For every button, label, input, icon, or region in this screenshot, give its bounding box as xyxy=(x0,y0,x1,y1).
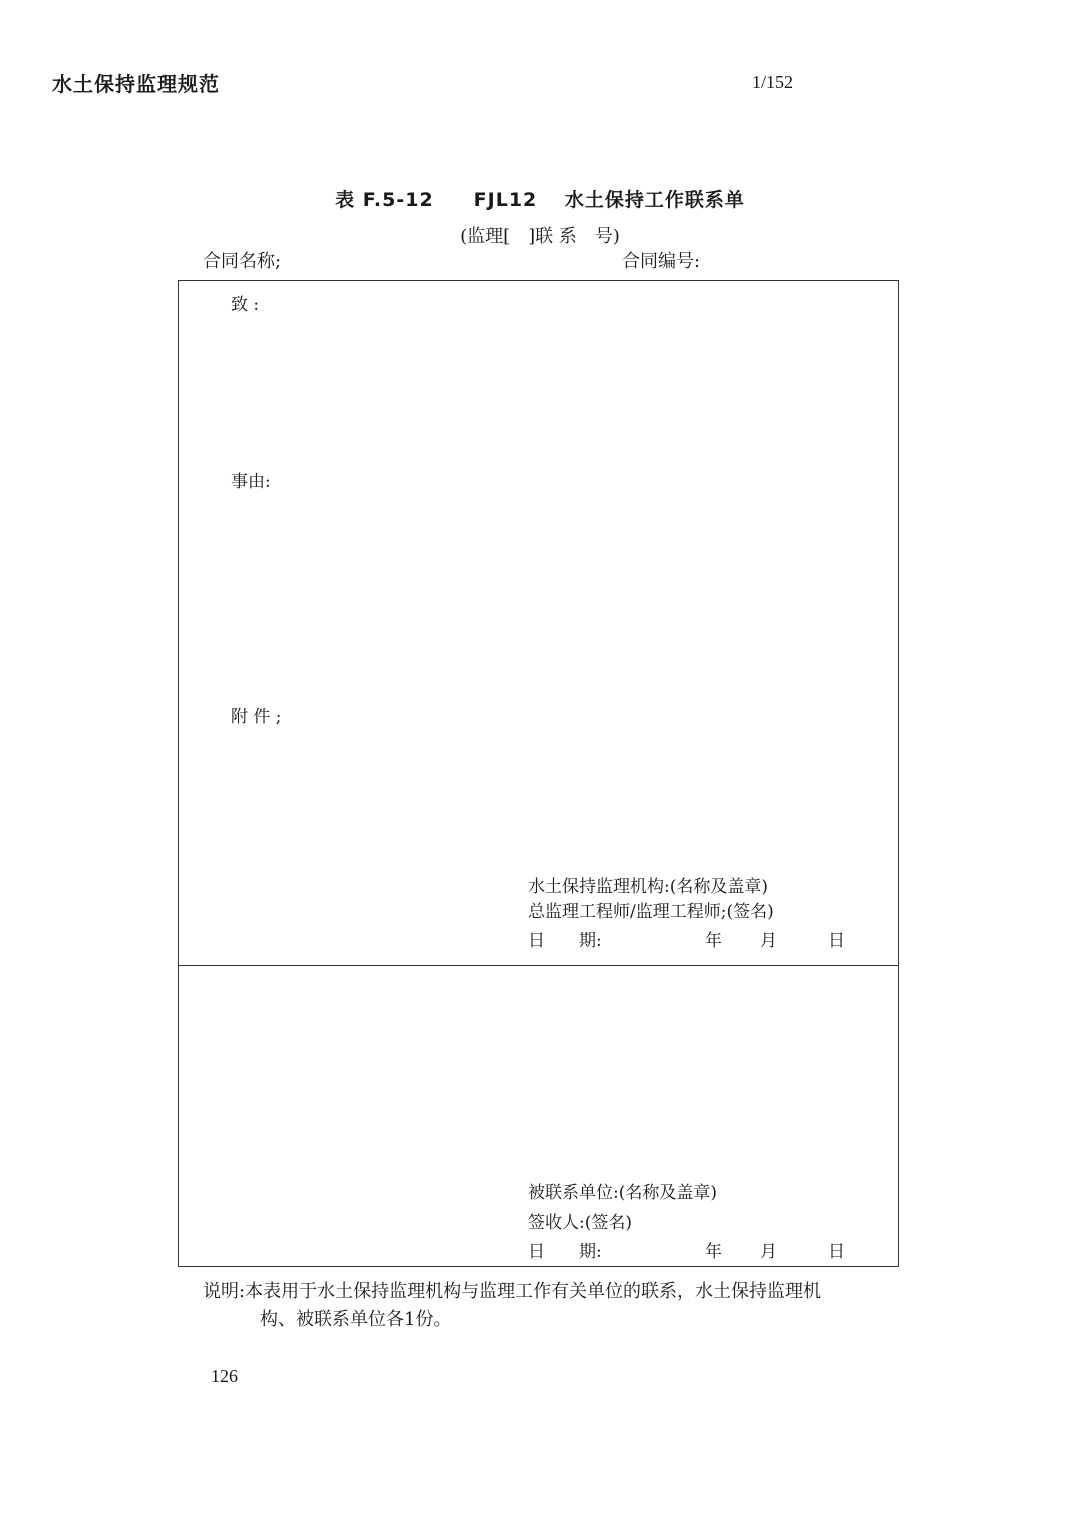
supervision-org-line: 水土保持监理机构:(名称及盖章) xyxy=(528,877,768,897)
receiver-line: 签收人:(签名) xyxy=(528,1213,632,1233)
form-title: 表 F.5-12 FJL12 水土保持工作联系单 xyxy=(335,189,745,211)
lower-year-label: 年 xyxy=(705,1242,722,1262)
form-subtitle: (监理[ ]联 系 号) xyxy=(460,226,620,247)
page-number: 126 xyxy=(211,1366,238,1386)
form-note-line2: 构、被联系单位各1份。 xyxy=(260,1309,452,1330)
upper-month-label: 月 xyxy=(760,931,777,951)
upper-year-label: 年 xyxy=(705,931,722,951)
document-title: 水土保持监理规范 xyxy=(52,72,220,96)
reason-label: 事由: xyxy=(231,472,271,492)
page-indicator: 1/152 xyxy=(752,72,794,92)
attachment-label: 附 件 ; xyxy=(231,707,282,727)
form-note-line1: 说明:本表用于水土保持监理机构与监理工作有关单位的联系，水土保持监理机 xyxy=(203,1281,822,1302)
lower-day-label: 日 xyxy=(828,1242,845,1262)
upper-day-label: 日 xyxy=(828,931,845,951)
form-table xyxy=(178,280,899,1267)
lower-month-label: 月 xyxy=(760,1242,777,1262)
lower-date-label: 日 期: xyxy=(528,1242,602,1262)
contract-name-label: 合同名称; xyxy=(203,251,282,272)
contract-number-label: 合同编号: xyxy=(622,251,701,272)
contacted-unit-line: 被联系单位:(名称及盖章) xyxy=(528,1183,717,1203)
to-label: 致 : xyxy=(231,295,260,315)
form-section-divider xyxy=(179,965,898,966)
upper-date-label: 日 期: xyxy=(528,931,602,951)
chief-engineer-line: 总监理工程师/监理工程师;(签名) xyxy=(528,902,774,922)
